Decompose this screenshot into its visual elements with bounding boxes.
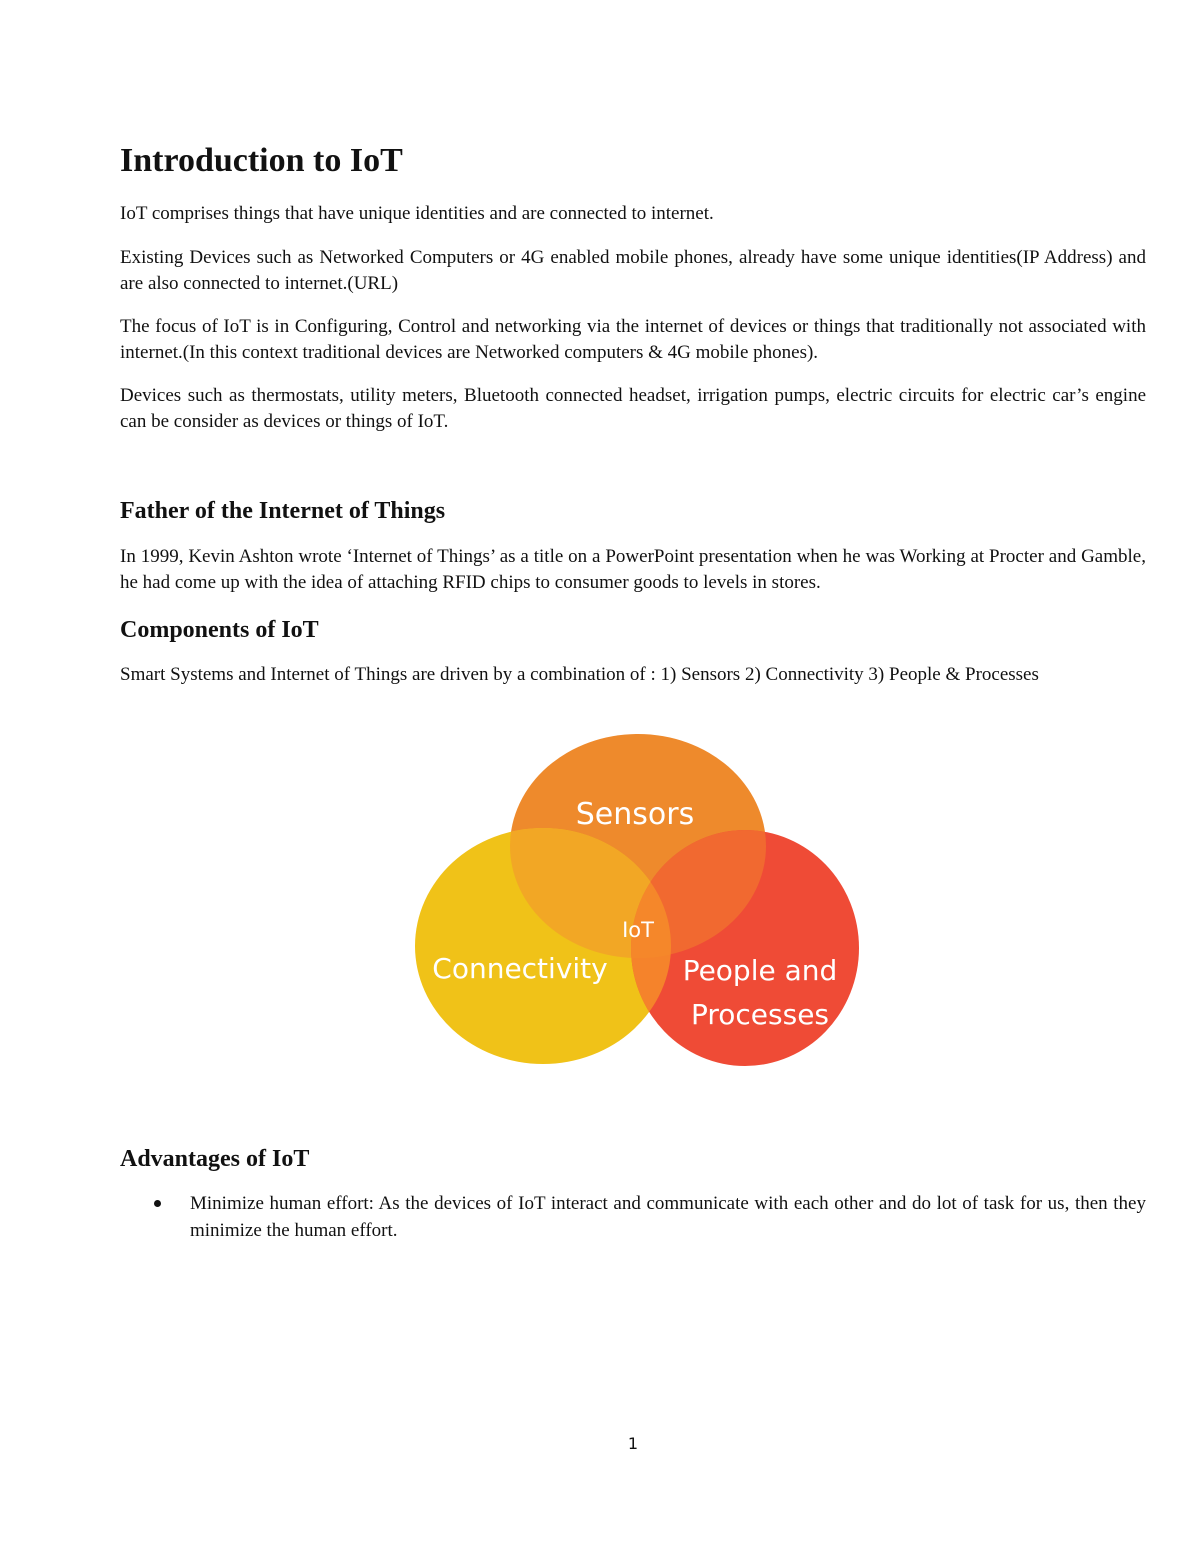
advantages-heading: Advantages of IoT: [120, 1146, 310, 1172]
page-title: Introduction to IoT: [120, 142, 403, 179]
components-heading: Components of IoT: [120, 617, 319, 643]
people-label-line-2: Processes: [690, 998, 830, 1031]
page-number: 1: [627, 1434, 639, 1453]
intro-paragraph-4: Devices such as thermostats, utility meters, Bluetooth connected headset, irrigation pumps, electric circuits for electric car’s engine can be consider as devices or things of IoT.: [120, 385, 1146, 432]
document-page: [120, 0, 1146, 1553]
father-heading: Father of the Internet of Things: [120, 498, 446, 524]
iot-center-label: IoT: [622, 918, 654, 942]
advantages-list: [120, 1190, 1146, 1244]
components-paragraph: Smart Systems and Internet of Things are driven by a combination of : 1) Sensors 2) Connectivity 3) People & Processes: [120, 664, 1039, 685]
connectivity-label: Connectivity: [432, 952, 608, 985]
people-label-line-1: People and: [682, 954, 838, 987]
sensors-label: Sensors: [575, 797, 695, 832]
father-paragraph: In 1999, Kevin Ashton wrote ‘Internet of Things’ as a title on a PowerPoint presentation when he was Working at Procter and Gamble, he had come up with the idea of attaching RFID chips to consumer goods to levels in stores.: [120, 546, 1146, 593]
advantage-item: [120, 1190, 1146, 1244]
advantage-item-text: Minimize human effort: As the devices of IoT interact and communicate with each other and do lot of task for us, then they minimize the human effort.: [190, 1193, 1146, 1241]
intro-paragraph-2: Existing Devices such as Networked Computers or 4G enabled mobile phones, already have some unique identities(IP Address) and are also connected to internet.(URL): [120, 247, 1146, 294]
intro-paragraph-3: The focus of IoT is in Configuring, Control and networking via the internet of devices or things that traditionally not associated with internet.(In this context traditional devices are Networked computers & 4G mobile phones).: [120, 316, 1146, 363]
iot-venn-diagram: [410, 728, 870, 1073]
intro-paragraph-1: IoT comprises things that have unique identities and are connected to internet.: [120, 203, 714, 224]
bullet-icon: [154, 1200, 161, 1207]
